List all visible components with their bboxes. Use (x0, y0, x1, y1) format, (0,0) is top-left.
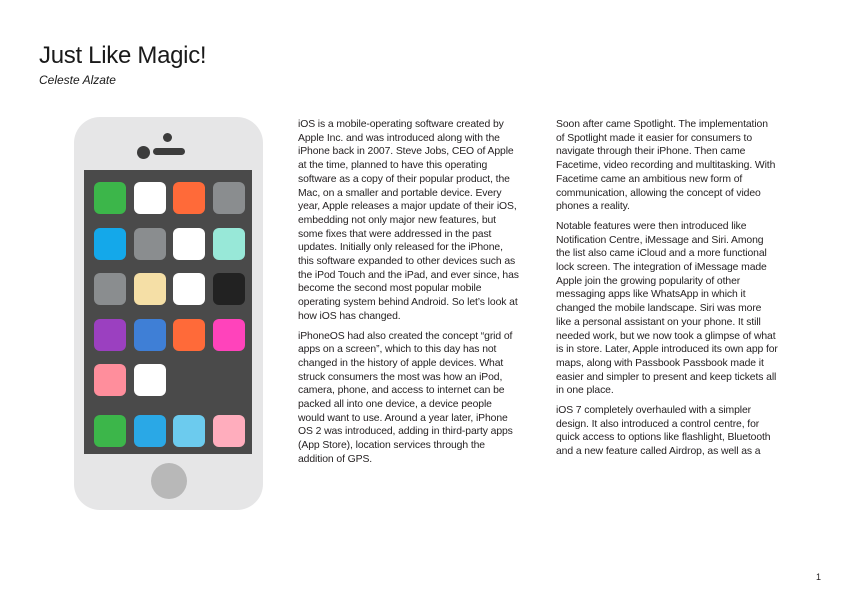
speaker-slot (153, 148, 185, 155)
page-number: 1 (816, 572, 822, 582)
paragraph: iOS is a mobile-operating software created by Apple Inc. and was introduced along with the iPhone back in 2007. Steve Jobs, CEO of Apple at the time, planned to have this operating software as a copy of their popular product, the Mac, on a smaller and portable device. Every year, Apple releases a major update of their iOS, embedding not only major new features, but some fixes that were addressed in the past updates. Initially only released for the iPhone, this software expanded to other devices such as the iPod Touch and the iPad, and ever since, has become the second most popular mobile operating system behind Android. So let’s look at how iOS has changed. (298, 119, 519, 322)
paragraph: iPhoneOS had also created the concept “grid of apps on a screen”, which to this day has not changed in the history of apple devices. What struck consumers the most was how an iPod, camera, phone, and access to internet can be packed all into one device, a device people would want to use. Around a year later, iPhone OS 2 was introduced, adding in third-party apps (App Store), location services through the addition of GPS. (298, 330, 513, 465)
paragraph: Notable features were then introduced like Notification Centre, iMessage and Siri. Among the list also came iCloud and a more functional lock screen. The integration of iMessage made Apple join the growing popularity of other messaging apps like WhatsApp in which it changed the mobile landscape. Siri was more like a personal assistant on your phone. It still needed work, but we now took a glimpse of what is in store. Later, Apple introduced its own app for maps, along with Passbook Passbook made it easier and simpler to present and keep tickets all in one place. (556, 220, 778, 397)
app-icon (94, 319, 126, 351)
home-button (151, 463, 187, 499)
app-icon (213, 228, 245, 260)
dock-app-icon (213, 415, 245, 447)
text-column-1 (298, 118, 520, 473)
app-icon (173, 182, 205, 214)
paragraph: iOS 7 completely overhauled with a simpler design. It also introduced a control centre, for quick access to options like flashlight, Bluetooth and a new feature called Airdrop, as well as a (556, 405, 771, 458)
author-name: Celeste Alzate (39, 73, 116, 87)
dock-app-icon (134, 415, 166, 447)
sensor-dot (137, 146, 150, 159)
app-icon (94, 273, 126, 305)
app-icon (213, 319, 245, 351)
app-icon (173, 228, 205, 260)
app-icon (173, 273, 205, 305)
app-icon (134, 273, 166, 305)
dock-app-icon (173, 415, 205, 447)
camera-dot (163, 133, 172, 142)
app-icon (94, 364, 126, 396)
app-icon (213, 182, 245, 214)
app-icon (134, 228, 166, 260)
page-title: Just Like Magic! (39, 42, 207, 69)
dock-app-icon (94, 415, 126, 447)
app-icon (94, 182, 126, 214)
app-icon (94, 228, 126, 260)
app-icon (173, 319, 205, 351)
app-icon (134, 364, 166, 396)
app-icon (134, 182, 166, 214)
app-icon (134, 319, 166, 351)
text-column-2 (556, 118, 778, 465)
paragraph: Soon after came Spotlight. The implementation of Spotlight made it easier for consumers to navigate through their iPhone. Then came Facetime, video recording and multitasking. With Facetime came an ambitious new form of communication, allowing the concept of video phones a reality. (556, 119, 776, 213)
phone-screen (84, 170, 252, 454)
iphone-illustration (74, 117, 263, 510)
app-icon (213, 273, 245, 305)
